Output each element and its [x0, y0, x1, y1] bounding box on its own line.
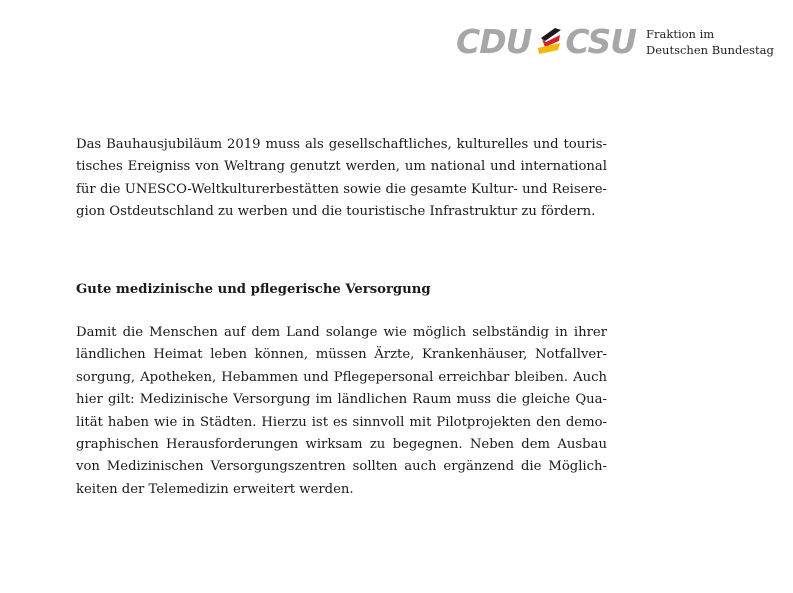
- cdu-csu-logo: [456, 22, 774, 62]
- logo-csu-text: CSU: [565, 22, 637, 61]
- section-heading: Gute medizinische und pflegerische Versorgung: [76, 281, 431, 297]
- paragraph-bauhaus: Das Bauhausjubiläum 2019 muss als gesellschaftliches, kulturelles und touristisches Ereigniss von Weltrang genutzt werden, um national und international für die UNESCO-Weltkulturerbestätten sowie die gesamte Kultur- und Reiseregion Ostdeutschland zu werben und die touristische Infrastruktur zu fördern.: [76, 137, 607, 220]
- tagline-line-2: Deutschen Bundestag: [646, 43, 774, 57]
- logo-cdu-text: CDU: [456, 22, 532, 61]
- faction-tagline: [646, 26, 774, 58]
- tagline-line-1: Fraktion im: [646, 27, 715, 41]
- document-body: [76, 134, 607, 501]
- flag-swoosh-icon: [533, 26, 563, 58]
- paragraph-medical-care: Damit die Menschen auf dem Land solange wie möglich selbständig in ihrer ländlichen Heimat leben können, müssen Ärzte, Krankenhäuser, Notfallversorgung, Apotheken, Hebammen und Pflegepersonal erreichbar bleiben. Auch hier gilt: Medizinische Versorgung im ländlichen Raum muss die gleiche Qualität haben wie in Städten. Hierzu ist es sinnvoll mit Pilotprojekten den demographischen Herausforderungen wirksam zu begegnen. Neben dem Ausbau von Medizinischen Versorgungszentren sollten auch ergänzend die Möglichkeiten der Telemedizin erweitert werden.: [76, 325, 607, 497]
